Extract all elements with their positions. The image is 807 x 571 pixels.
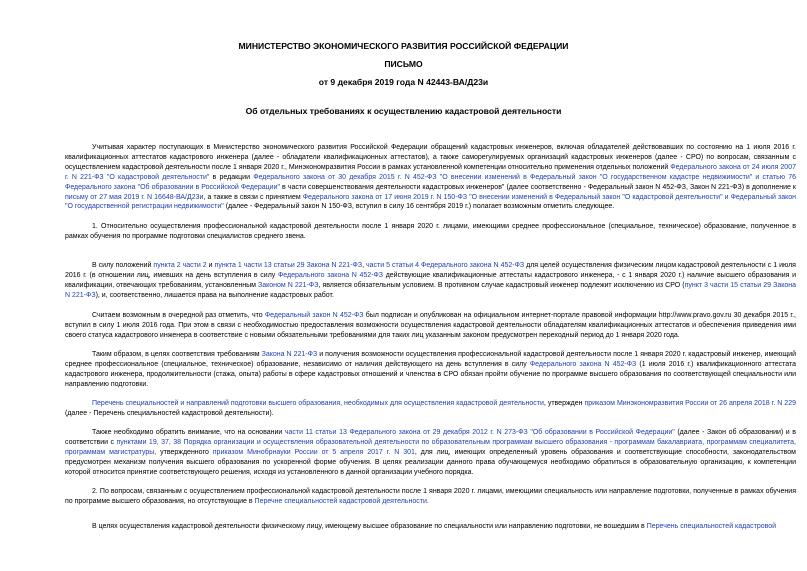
ministry-heading: МИНИСТЕРСТВО ЭКОНОМИЧЕСКОГО РАЗВИТИЯ РОССИЙСКОЙ ФЕДЕРАЦИИ [238, 41, 569, 51]
paragraph-section-1: 1. Относительно осуществления профессиональной кадастровой деятельности после 1 января 2020 г. лицами, имеющими среднее профессиональное (специальное, техническое) образование, полученное в рамках обучения по программе подготовки специалистов среднего звена. [65, 223, 796, 240]
paragraph-specialties-list: Перечень специальностей и направлений подготовки высшего образования, необходимых для осуществления кадастровой деятельности, утвержден приказом Минэкономразвития России от 26 апреля 2018 г. N 229 (далее - Перечень специальностей кадастровой деятельности). [65, 400, 796, 417]
link-law-452fz[interactable]: Федерального закона от 30 декабря 2015 г. N 452-ФЗ "О внесении изменений в Федеральный закон "О государственном кадастре недвижимости" и статью 76 Федерального закона "Об образовании в Российской Федерации" [65, 173, 796, 191]
link-education-law[interactable]: части 11 статьи 13 Федерального закона от 29 декабря 2012 г. N 273-ФЗ "Об образовании в Российской Федерации" [284, 429, 675, 436]
paragraph-education-law: Также необходимо обратить внимание, что на основании части 11 статьи 13 Федерального закона от 29 декабря 2012 г. N 273-ФЗ "Об образовании в Российской Федерации" (далее - Закон об образовании) и в соответствии с пунктами 19, 37, 38 Порядка организации и осуществления образовательной деятельности по образовательным программам высшего образования - программам бакалавриата, программам специалитета, программам магистратуры, утвержденного приказом Минобрнауки России от 5 апреля 2017 г. N 301, для лиц, имеющих определенный уровень образования и соответствующие способности, законодательством предусмотрен механизм получения высшего образования по ускоренной форме обучения. В целях реализации данного права обучающемуся необходимо обратиться в образовательную организацию, к компетенции которой относится принятие соответствующего решения, исходя из установленного в данной организации учебного порядка. [65, 429, 796, 476]
paragraph-requirements: Таким образом, в целях соответствия требованиям Закона N 221-ФЗ и получения возможности осуществления профессиональной кадастровой деятельности после 1 января 2020 г. кадастровый инженер, имеющий среднее профессиональное (специальное, техническое) образование, независимо от наличия действующего на день вступления в силу Федерального закона N 452-ФЗ (1 июля 2016 г.) квалификационного аттестата кадастрового инженера, продолжительности (стажа, опыта) работы в сфере кадастровых отношений и членства в СРО обязан пройти обучение по программе высшего образования по соответствующей специальности или направлению подготовки. [65, 351, 796, 388]
paragraph-higher-education: В целях осуществления кадастровой деятельности физическому лицу, имеющему высшее образование по специальности или направлению подготовки, не вошедшим в Перечень специальностей кадастровой [92, 523, 777, 530]
paragraph-publication: Считаем возможным в очередной раз отметить, что Федеральный закон N 452-ФЗ был подписан и опубликован на официальном интернет-портале правовой информации http://www.pravo.gov.ru 30 декабря 2015 г., вступил в силу 1 июля 2016 года. При этом в связи с необходимостью предоставления возможности осуществления кадастровой деятельности обладателям квалификационных аттестатов и обеспечения приведения ими своего статуса кадастрового инженера в соответствие с новыми обязательными требованиями для таких лиц указанным законом предусмотрен переходный период до 1 января 2020 года. [65, 312, 796, 339]
link-item-2-part-2[interactable]: пункта 2 части 2 [153, 262, 207, 269]
link-law-221fz-2[interactable]: Законом N 221-ФЗ [258, 281, 319, 289]
paragraph-provisions: В силу положений пункта 2 части 2 и пункта 1 части 13 статьи 29 Закона N 221-ФЗ, части 5 статьи 4 Федерального закона N 452-ФЗ для целей осуществления физическим лицом кадастровой деятельности с 1 июля 2016 г. (в отношении лиц, имевших на день вступления в силу Федерального закона N 452-ФЗ действующие квалификационные аттестаты кадастрового инженера, - с 1 января 2020 г.) наличие высшего образования и квалификации, отвечающих требованиям, установленным Законом N 221-ФЗ, является обязательным условием. В противном случае кадастровый инженер подлежит исключению из СРО (пункт 3 части 15 статьи 29 Закона N 221-ФЗ), и, соответственно, лишается права на выполнение кадастровых работ. [65, 262, 797, 299]
paragraph-intro: Учитывая характер поступающих в Министерство экономического развития Российской Федерации обращений кадастровых инженеров, включая обладателей действовавших по состоянию на 1 июля 2016 г. квалификационных аттестатов кадастрового инженера (далее - обладатели квалификационных аттестатов), а также саморегулируемых организаций кадастровых инженеров (далее - СРО) по вопросам, связанным с осуществлением кадастровой деятельности после 1 января 2020 г., Минэкономразвития России в рамках установленной компетенции относительно применения отдельных положений Федерального закона от 24 июля 2007 г. N 221-ФЗ "О кадастровой деятельности" в редакции Федерального закона от 30 декабря 2015 г. N 452-ФЗ "О внесении изменений в Федеральный закон "О государственном кадастре недвижимости" и статью 76 Федерального закона "Об образовании в Российской Федерации" в части совершенствования деятельности кадастровых инженеров" (далее соответственно - Федеральный закон N 452-ФЗ, Закон N 221-ФЗ) в дополнение к письму от 27 мая 2019 г. N 16648-ВА/Д23и, а также в связи с принятием Федерального закона от 17 июня 2019 г. N 150-ФЗ "О внесении изменений в Федеральный закон "О кадастровой деятельности" и Федеральный закон "О государственной регистрации недвижимости" (далее - Федеральный закон N 150-ФЗ, вступил в силу 16 сентября 2019 г.) полагает возможным отметить следующее. [65, 144, 797, 211]
link-procedure-items[interactable]: пунктами 19, 37, 38 Порядка организации и осуществления образовательной деятельности по образовательным программам высшего образования - программам бакалавриата, программам специалитета, программам магистратуры [65, 438, 796, 456]
link-item-1-part-13-art-29[interactable]: пункта 1 части 13 статьи 29 Закона N 221-ФЗ [214, 262, 363, 269]
link-law-452fz-4[interactable]: Федерального закона N 452-ФЗ [529, 360, 637, 368]
link-order-229[interactable]: приказом Минэкономразвития России от 26 апреля 2018 г. N 229 [584, 400, 796, 407]
document-type: ПИСЬМО [384, 59, 423, 69]
link-letter-16648[interactable]: письму от 27 мая 2019 г. N 16648-ВА/Д23и [65, 193, 204, 201]
link-specialties-list[interactable]: Перечень специальностей и направлений подготовки высшего образования, необходимых для осуществления кадастровой деятельности [92, 400, 544, 407]
link-law-452fz-3[interactable]: Федеральный закон N 452-ФЗ [264, 312, 364, 319]
link-specialties-list-2[interactable]: Перечне специальностей кадастровой деятельности [254, 497, 427, 505]
link-law-150fz[interactable]: Федерального закона от 17 июня 2019 г. N 150-ФЗ "О внесении изменений в Федеральный закон "О кадастровой деятельности" и Федеральный закон "О государственной регистрации недвижимости" [65, 193, 797, 211]
link-item-3-part-15-art-29[interactable]: пункт 3 части 15 статьи 29 Закона N 221-ФЗ [65, 281, 797, 299]
link-law-221fz[interactable]: Федерального закона от 24 июля 2007 г. N 221-ФЗ "О кадастровой деятельности" [65, 163, 796, 181]
link-part-5-art-4[interactable]: части 5 статьи 4 Федерального закона N 452-ФЗ [366, 262, 525, 269]
link-law-452fz-2[interactable]: Федерального закона N 452-ФЗ [277, 271, 384, 279]
document-date-number: от 9 декабря 2019 года N 42443-ВА/Д23и [318, 77, 489, 87]
link-order-301[interactable]: приказом Минобрнауки России от 5 апреля 2017 г. N 301 [212, 448, 415, 456]
link-law-221fz-3[interactable]: Закона N 221-ФЗ [261, 351, 318, 358]
paragraph-section-2: 2. По вопросам, связанным с осуществлением профессиональной кадастровой деятельности после 1 января 2020 г. лицами, имеющими специальность или направление подготовки, полученные в рамках обучения по программе высшего образования, но отсутствующие в Перечне специальностей кадастровой деятельности. [65, 488, 796, 505]
document-subject: Об отдельных требованиях к осуществлению кадастровой деятельности [245, 106, 562, 116]
link-specialties-list-3[interactable]: Перечень специальностей кадастровой [646, 523, 777, 530]
